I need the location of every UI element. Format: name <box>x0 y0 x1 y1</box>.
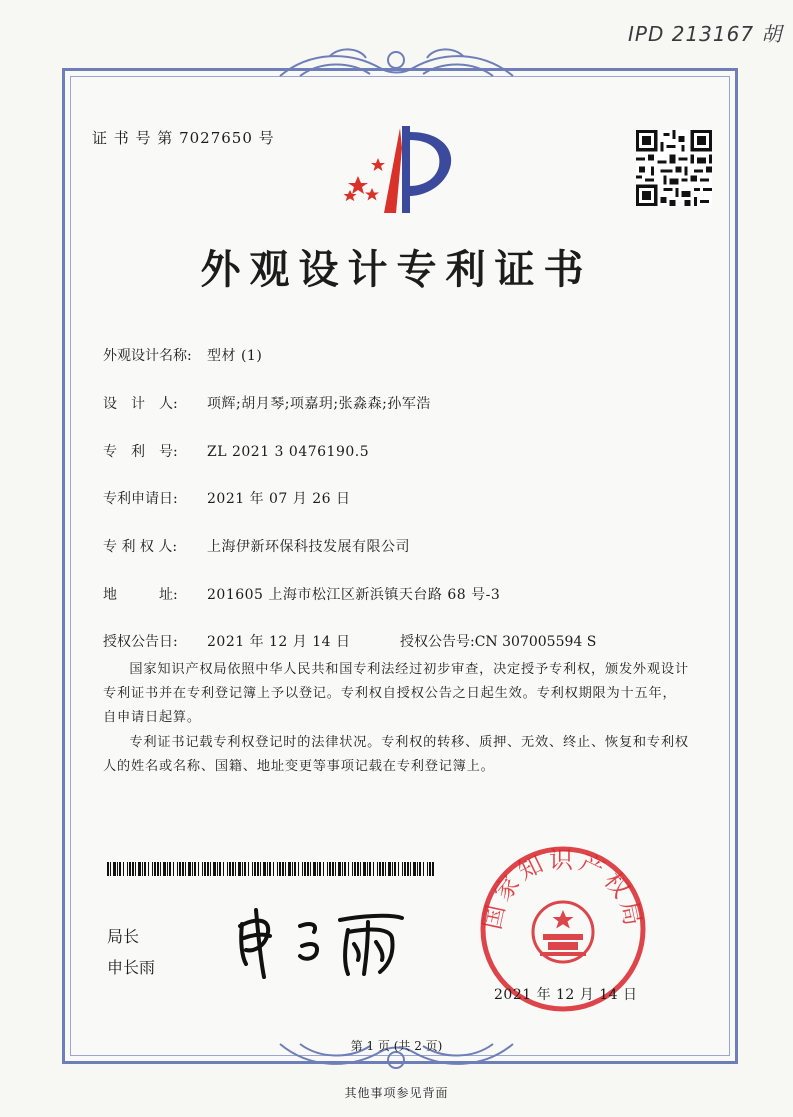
patent-number-value: ZL 2021 3 0476190.5 <box>207 444 370 460</box>
grant-date-row <box>103 631 351 651</box>
design-name-label: 外观设计名称: <box>103 348 192 364</box>
patent-number-row <box>103 441 369 461</box>
address-row <box>103 584 500 604</box>
grant-number-value: CN 307005594 S <box>474 634 597 650</box>
certificate-title: 外观设计专利证书 <box>200 246 593 293</box>
patent-number-label: 专 利 号: <box>103 444 178 460</box>
patentee-label: 专 利 权 人: <box>103 539 178 555</box>
design-name-row <box>103 345 262 365</box>
filing-date-row <box>103 488 351 508</box>
statement-paragraph-1: 国家知识产权局依照中华人民共和国专利法经过初步审查，决定授予专利权，颁发外观设计专利证书并在专利登记簿上予以登记。专利权自授权公告之日起生效。专利权期限为十五年，自申请日起算。 <box>103 662 689 725</box>
top-ornament-icon <box>270 46 523 86</box>
designer-row <box>103 393 431 413</box>
filing-date-label: 专利申请日: <box>103 491 178 507</box>
grant-date-label: 授权公告日: <box>103 634 178 650</box>
certificate-number: 证 书 号 第 7027650 号 <box>92 129 275 147</box>
grant-number-label: 授权公告号: <box>400 634 475 650</box>
page-number: 第 1 页 (共 2 页) <box>350 1039 443 1053</box>
designer-value: 项辉;胡月琴;项嘉玥;张淼森;孙军浩 <box>207 396 431 412</box>
handwritten-note: IPD 213167 胡 <box>628 22 783 46</box>
grant-number-row <box>400 631 596 651</box>
cnipa-logo-icon <box>340 118 465 218</box>
address-label: 地 址: <box>103 587 178 603</box>
signatory-name: 申长雨 <box>107 958 156 977</box>
barcode-icon <box>107 862 435 876</box>
address-value: 201605 上海市松江区新浜镇天台路 68 号-3 <box>207 587 501 603</box>
design-name-value: 型材 (1) <box>207 348 263 364</box>
seal-text: 国家知识产权局 <box>478 845 648 932</box>
patentee-value: 上海伊新环保科技发展有限公司 <box>207 539 410 555</box>
handwritten-signature-icon <box>230 902 410 982</box>
patentee-row <box>103 536 410 556</box>
seal-date: 2021 年 12 月 14 日 <box>494 987 638 1003</box>
designer-label: 设 计 人: <box>103 396 178 412</box>
statement-paragraph-2: 专利证书记载专利权登记时的法律状况。专利权的转移、质押、无效、终止、恢复和专利权人的姓名或名称、国籍、地址变更等事项记载在专利登记簿上。 <box>103 735 689 774</box>
footer-note: 其他事项参见背面 <box>344 1086 449 1100</box>
filing-date-value: 2021 年 07 月 26 日 <box>207 491 351 507</box>
signatory-title: 局长 <box>107 927 140 946</box>
qr-code-icon <box>636 130 712 206</box>
grant-date-value: 2021 年 12 月 14 日 <box>207 634 351 650</box>
